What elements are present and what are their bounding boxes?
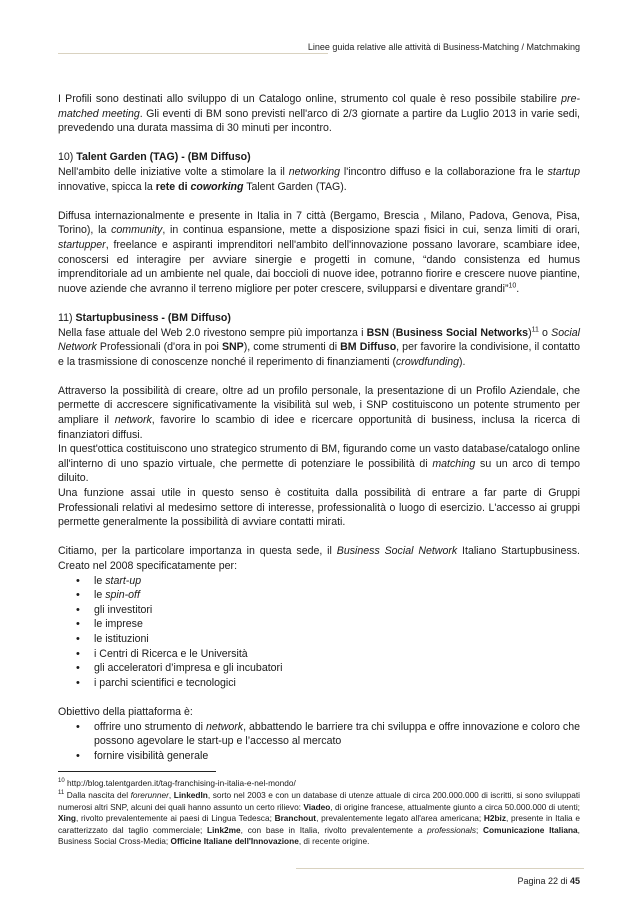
list-item: • le istituzioni — [58, 632, 580, 647]
target-list — [58, 574, 580, 691]
section-10-paragraph-1: Nell'ambito delle iniziative volte a stimolare la il networking l'incontro diffuso e la collaborazione fra le startup innovative, spicca la rete di coworking Talent Garden (TAG). — [58, 165, 580, 193]
section-10-paragraph-2: Diffusa internazionalmente e presente in Italia in 7 città (Bergamo, Brescia , Milano, Padova, Genova, Pisa, Torino), la community, in continua espansione, mette a disposizione spazi fisici in cui, senza limiti di orari, startupper, freelance e aspiranti imprenditori nell'ambito dell'innovazione possano lavorare, scambiare idee, conoscersi ed interagire per avviare sinergie e progetti in comune, “dando consistenza ed humus imprenditoriale ad un ambiente nel quale, dai boccioli di nuove idee, potranno fiorire e crescere nuove piantine, nuove aziende che avranno il terreno migliore per poter crescere, svilupparsi e diventare grandi”$^{10}$. — [58, 209, 580, 295]
list-item: • gli investitori — [58, 603, 580, 618]
section-11-heading: 11) Startupbusiness - (BM Diffuso) — [58, 311, 231, 324]
objective-list — [58, 720, 580, 764]
section-11-paragraph-6: Obiettivo della piattaforma è: — [58, 705, 193, 718]
list-item: • gli acceleratori d’impresa e gli incubatori — [58, 661, 580, 676]
list-item: • le imprese — [58, 617, 580, 632]
intro-paragraph: I Profili sono destinati allo sviluppo di un Catalogo online, strumento col quale è reso possibile stabilire pre-matched meeting. Gli eventi di BM sono previsti nell'arco di 2/3 giornate a partire da Luglio 2013 in varie sedi, prevedendo una durata massima di 30 minuti per incontro. — [58, 93, 580, 135]
page-number: Pagina 22 di 45 — [517, 876, 580, 886]
list-item: • i parchi scientifici e tecnologici — [58, 676, 580, 691]
list-item: • le spin-off — [58, 588, 580, 603]
footnote-11: $^{11}$ Dalla nascita del forerunner, LinkedIn, sorto nel 2003 e con un database di utenze attuale di circa 200.000.000 di iscritti, si sono sviluppati numerosi altri SNP, alcuni dei quali hanno assunto un certo rilievo: Viadeo, di origine francese, attualmente giunto a circa 50.000.000 di utenti; Xing, rivolto prevalentemente ai paesi di Lingua Tedesca; Branchout, prevalentemente legato all'area americana; H2biz, presente in Italia e caratterizzato dal taglio commerciale; Link2me, con base in Italia, rivolto prevalentemente a professionals; Comunicazione Italiana, Business Social Cross-Media; Officine Italiane dell'Innovazione, di recente origine. — [58, 789, 580, 847]
section-11-paragraph-5: Citiamo, per la particolare importanza in questa sede, il Business Social Network Italiano Startupbusiness. Creato nel 2008 specificatamente per: — [58, 545, 580, 572]
page-header: Linee guida relative alle attività di Business-Matching / Matchmaking — [307, 42, 580, 52]
section-11-paragraph-1: Nella fase attuale del Web 2.0 rivestono sempre più importanza i BSN (Business Social Networks)$^{11}$ o Social Network Professionali (d'ora in poi SNP), come strumenti di BM Diffuso, per favorire la condivisione, il contatto e la trasmissione di conoscenze nonché il reperimento di finanziamenti (crowdfunding). — [58, 325, 580, 368]
footnote-rule — [58, 771, 216, 772]
section-11-paragraph-2: Attraverso la possibilità di creare, oltre ad un profilo personale, la presentazione di un Profilo Aziendale, che permette di accrescere significativamente la visibilità sul web, i SNP costituiscono un potente strumento per ampliare il network, favorire lo scambio di idee e ricercare opportunità di business, inclusa la ricerca di finanziatori diffusi. — [58, 384, 580, 441]
list-item: • le start-up — [58, 574, 580, 589]
header-rule — [58, 53, 328, 54]
section-10-heading: 10) Talent Garden (TAG) - (BM Diffuso) — [58, 151, 251, 164]
list-item: • i Centri di Ricerca e le Università — [58, 647, 580, 662]
footnote-ref-10: 10 — [508, 282, 517, 290]
page-body — [58, 92, 580, 848]
footer-rule — [296, 868, 584, 869]
section-11-paragraph-4: Una funzione assai utile in questo senso è costituita dalla possibilità di entrare a far parte di Gruppi Professionali relativi al medesimo settore di interesse, professionalità o luogo di esercizio. L'accesso ai gruppi permette generalmente la possibilità di avviare contatti mirati. — [58, 487, 580, 529]
list-item: • fornire visibilità generale — [58, 749, 580, 764]
footnote-10: $^{10}$ http://blog.talentgarden.it/tag-franchising-in-italia-e-nel-mondo/ — [58, 778, 296, 789]
section-11-paragraph-3: In quest'ottica costituiscono uno strategico strumento di BM, figurando come un vasto database/catalogo online all'interno di uno spazio virtuale, che permette di potenziare le possibilità di matching su un arco di tempo diluito. — [58, 443, 580, 485]
footnote-ref-11: 11 — [531, 325, 539, 333]
list-item: • offrire uno strumento di network, abbattendo le barriere tra chi sviluppa e offre innovazione e coloro che possono agevolare le start-up e l’accesso al mercato — [58, 720, 580, 749]
